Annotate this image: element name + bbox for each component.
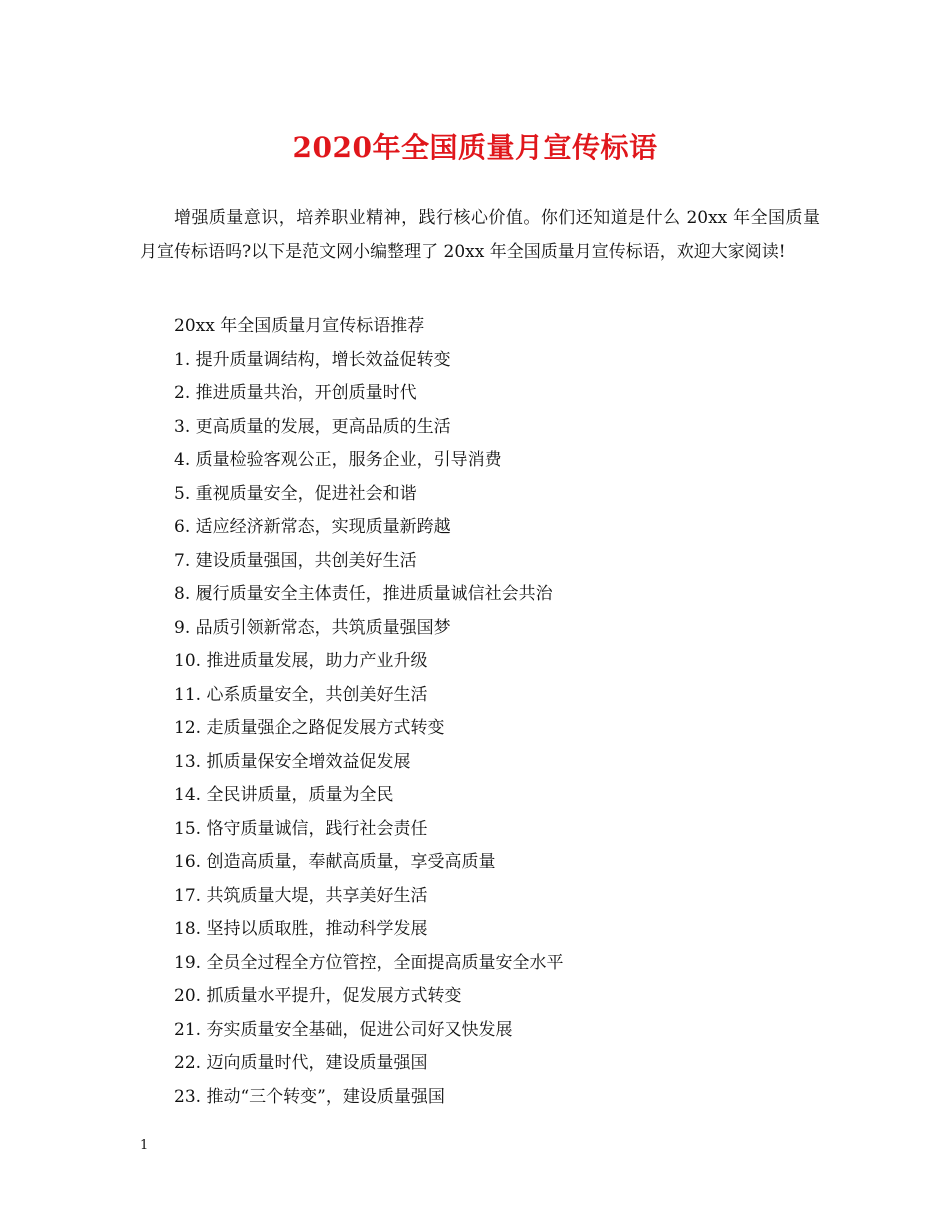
list-item: 15. 恪守质量诚信，践行社会责任 xyxy=(174,818,428,839)
list-item: 8. 履行质量安全主体责任，推进质量诚信社会共治 xyxy=(174,584,553,604)
list-item: 14. 全民讲质量，质量为全民 xyxy=(174,785,394,805)
list-item: 18. 坚持以质取胜，推动科学发展 xyxy=(174,919,428,939)
list-item: 4. 质量检验客观公正，服务企业，引导消费 xyxy=(174,450,502,470)
page-title: 2020年全国质量月宣传标语 xyxy=(292,131,658,164)
list-item: 6. 适应经济新常态，实现质量新跨越 xyxy=(174,517,451,537)
intro-paragraph: 增强质量意识，培养职业精神，践行核心价值。你们还知道是什么 20xx 年全国质量月宣传标语吗?以下是范文网小编整理了 20xx 年全国质量月宣传标语，欢迎大家阅读! xyxy=(140,208,820,262)
list-item: 20. 抓质量水平提升，促发展方式转变 xyxy=(174,986,462,1006)
list-item: 19. 全员全过程全方位管控，全面提高质量安全水平 xyxy=(174,952,564,973)
list-item: 3. 更高质量的发展，更高品质的生活 xyxy=(174,416,451,437)
list-item: 13. 抓质量保安全增效益促发展 xyxy=(174,751,411,772)
list-item: 9. 品质引领新常态，共筑质量强国梦 xyxy=(174,617,451,638)
list-item: 17. 共筑质量大堤，共享美好生活 xyxy=(174,885,428,906)
list-item: 11. 心系质量安全，共创美好生活 xyxy=(174,684,428,705)
list-item: 22. 迈向质量时代，建设质量强国 xyxy=(174,1053,428,1073)
list-item: 5. 重视质量安全，促进社会和谐 xyxy=(174,483,417,504)
list-item: 7. 建设质量强国，共创美好生活 xyxy=(174,550,417,571)
list-item: 16. 创造高质量，奉献高质量，享受高质量 xyxy=(174,852,496,872)
list-item: 10. 推进质量发展，助力产业升级 xyxy=(174,651,428,671)
list-item: 21. 夯实质量安全基础，促进公司好又快发展 xyxy=(174,1019,513,1040)
list-item: 12. 走质量强企之路促发展方式转变 xyxy=(174,718,445,738)
section-heading: 20xx 年全国质量月宣传标语推荐 xyxy=(174,316,425,336)
page-number: 1 xyxy=(140,1138,149,1153)
slogan-list xyxy=(174,344,563,1115)
list-item: 2. 推进质量共治，开创质量时代 xyxy=(174,383,417,403)
list-item: 1. 提升质量调结构，增长效益促转变 xyxy=(174,349,451,370)
list-item: 23. 推动“三个转变”，建设质量强国 xyxy=(174,1086,445,1107)
